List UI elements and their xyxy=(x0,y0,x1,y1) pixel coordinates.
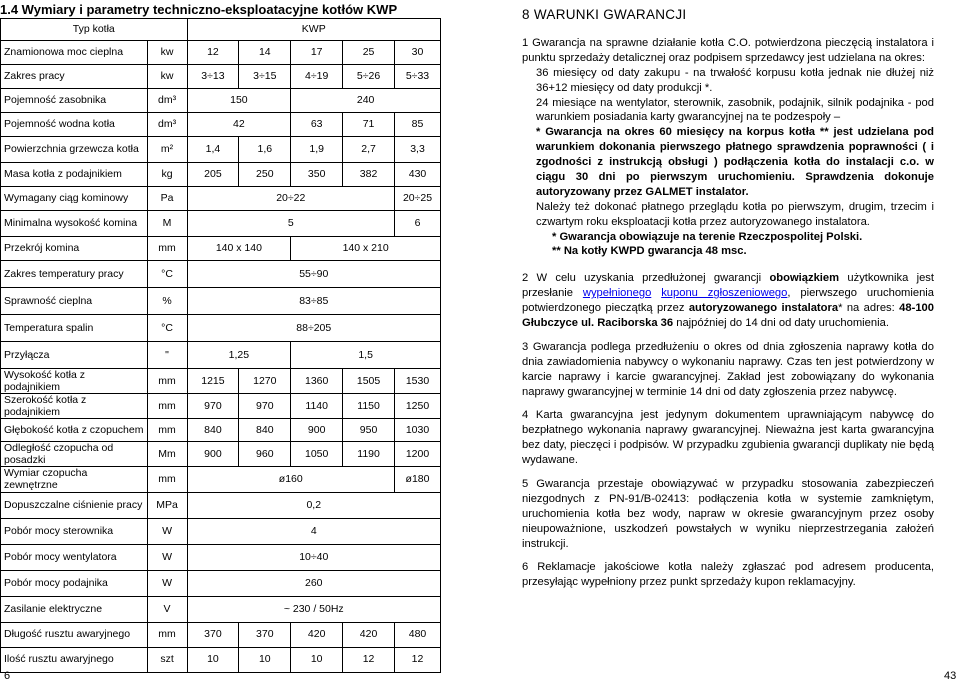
table-row xyxy=(1,570,441,596)
cell: 420 xyxy=(291,622,343,647)
row-label: Pobór mocy podajnika xyxy=(1,570,148,596)
row-unit: mm xyxy=(147,237,187,261)
cell: 12 xyxy=(343,647,395,672)
row-label: Przekrój komina xyxy=(1,237,148,261)
section-title: 1.4 Wymiary i parametry techniczno-eksploatacyjne kotłów KWP xyxy=(0,2,398,17)
warranty-p1-36: 36 miesięcy od daty zakupu - na trwałość korpusu kotła jednak nie dłużej niż 36+12 miesięcy od daty produkcji *. xyxy=(536,66,934,94)
table-row xyxy=(1,622,441,647)
row-unit: kw xyxy=(147,41,187,65)
cell: 150 xyxy=(187,89,291,113)
warranty-p1: 1 Gwarancja na sprawne działanie kotła C.O. potwierdzona pieczęcią instalatora i punktu sprzedaży detalicznej oraz podpisem sprzedawcy jest udzielana na okres: xyxy=(522,36,934,64)
warranty-section xyxy=(522,6,934,599)
cell: ~ 230 / 50Hz xyxy=(187,596,441,622)
row-label: Pojemność zasobnika xyxy=(1,89,148,113)
row-label: Minimalna wysokość komina xyxy=(1,211,148,237)
row-unit: W xyxy=(147,570,187,596)
cell: 430 xyxy=(395,163,441,187)
warranty-p5: 5 Gwarancja przestaje obowiązywać w przypadku stosowania zabezpieczeń niezgodnych z PN-91/B-02413: podłączenia kotła w systemie zamkniętym, uruchomienia kotła bez wody, napraw w okresie gwarancyjnym przez osoby nieupoważnione, uszkodzeń powstałych w wyniku nieprzestrzegania założeń instrukcji. xyxy=(522,478,934,550)
p2-address: 48-100 Głubczyce ul. Raciborska 36 xyxy=(522,302,934,329)
warranty-p2 xyxy=(522,271,934,331)
warranty-p4: 4 Karta gwarancyjna jest jedynym dokumentem uprawniającym nabywcę do bezpłatnego wykonania naprawy gwarancyjnej. Nieważna jest karta gwarancyjna bez daty, pieczęci i podpisów. W przypadku zgubienia gwarancji duplikaty nie będą wydawane. xyxy=(522,409,934,467)
row-label: Ilość rusztu awaryjnego xyxy=(1,647,148,672)
row-label: Pobór mocy sterownika xyxy=(1,518,148,544)
cell: 950 xyxy=(343,419,395,442)
row-label: Masa kotła z podajnikiem xyxy=(1,163,148,187)
cell: 1215 xyxy=(187,369,239,394)
table-row xyxy=(1,419,441,442)
cell: 840 xyxy=(187,419,239,442)
row-label: Zasilanie elektryczne xyxy=(1,596,148,622)
row-unit: V xyxy=(147,596,187,622)
row-label: Znamionowa moc cieplna xyxy=(1,41,148,65)
cell: 4 xyxy=(187,518,441,544)
row-unit: M xyxy=(147,211,187,237)
cell: 140 x 140 xyxy=(187,237,291,261)
cell: 6 xyxy=(395,211,441,237)
p2-text: * na adres: xyxy=(838,302,900,315)
row-label: Wymiar czopucha zewnętrzne xyxy=(1,467,148,492)
cell: 10 xyxy=(187,647,239,672)
cell: 12 xyxy=(395,647,441,672)
table-row xyxy=(1,467,441,492)
cell: 3÷15 xyxy=(239,65,291,89)
p2-text: , pierwszego uruchomienia potwierdzonego pieczątką przez xyxy=(522,287,935,315)
table-row xyxy=(1,315,441,342)
row-label: Pojemność wodna kotła xyxy=(1,113,148,137)
table-row xyxy=(1,163,441,187)
table-row xyxy=(1,369,441,394)
table-row xyxy=(1,113,441,137)
warranty-p3: 3 Gwarancja podlega przedłużeniu o okres od dnia zgłoszenia naprawy kotła do dnia zawiadomienia nabywcy o wykonaniu naprawy. Czas ten jest potwierdzony w karcie naprawy i karcie gwarancyjnej. Zakład jest zobowiązany do wykonania naprawy gwarancyjnej w terminie 14 dni od daty zgłoszenia przez nabywcę. xyxy=(522,340,934,398)
cell: 30 xyxy=(395,41,441,65)
row-label: Dopuszczalne ciśnienie pracy xyxy=(1,492,148,518)
row-label: Wymagany ciąg kominowy xyxy=(1,187,148,211)
row-unit: °C xyxy=(147,261,187,288)
cell: 85 xyxy=(395,113,441,137)
row-unit: kw xyxy=(147,65,187,89)
row-label: Typ kotła xyxy=(1,19,188,41)
cell: 370 xyxy=(239,622,291,647)
table-row xyxy=(1,544,441,570)
row-label: Głębokość kotła z czopuchem xyxy=(1,419,148,442)
p2-text: 2 W celu uzyskania przedłużonej gwarancji xyxy=(522,272,770,285)
table-row xyxy=(1,596,441,622)
cell: 1150 xyxy=(343,394,395,419)
cell: 10 xyxy=(291,647,343,672)
cell: 88÷205 xyxy=(187,315,441,342)
cell: ø160 xyxy=(187,467,395,492)
cell: 1505 xyxy=(343,369,395,394)
cell: 240 xyxy=(291,89,441,113)
cell: 970 xyxy=(239,394,291,419)
row-unit: dm³ xyxy=(147,89,187,113)
cell: 382 xyxy=(343,163,395,187)
p2-text: najpóźniej do 14 dni od daty uruchomienia. xyxy=(673,316,889,329)
table-row xyxy=(1,41,441,65)
table-row xyxy=(1,237,441,261)
cell: 140 x 210 xyxy=(291,237,441,261)
cell: 840 xyxy=(239,419,291,442)
cell: 17 xyxy=(291,41,343,65)
warranty-note2: ** Na kotły KWPD gwarancja 48 msc. xyxy=(552,245,747,258)
row-unit: mm xyxy=(147,369,187,394)
cell: 205 xyxy=(187,163,239,187)
cell: ø180 xyxy=(395,467,441,492)
row-label: Długość rusztu awaryjnego xyxy=(1,622,148,647)
row-label: Zakres pracy xyxy=(1,65,148,89)
cell: 1,5 xyxy=(291,342,441,369)
cell: 1,9 xyxy=(291,137,343,163)
row-unit: MPa xyxy=(147,492,187,518)
row-label: Przyłącza xyxy=(1,342,148,369)
cell: 1,6 xyxy=(239,137,291,163)
cell: 10 xyxy=(239,647,291,672)
cell: 3÷13 xyxy=(187,65,239,89)
table-row xyxy=(1,647,441,672)
table-row xyxy=(1,187,441,211)
row-unit: kg xyxy=(147,163,187,187)
row-label: Pobór mocy wentylatora xyxy=(1,544,148,570)
row-label: Odległość czopucha od posadzki xyxy=(1,442,148,467)
warranty-p1-pay: Należy też dokonać płatnego przeglądu kotła po pierwszym, drugim, trzecim i czwartym roku eksploatacji kotła przez autoryzowanego instalatora. xyxy=(536,200,934,228)
cell: 260 xyxy=(187,570,441,596)
table-row xyxy=(1,442,441,467)
cell: 4÷19 xyxy=(291,65,343,89)
row-label: Temperatura spalin xyxy=(1,315,148,342)
table-row xyxy=(1,261,441,288)
table-row xyxy=(1,19,441,41)
row-unit: mm xyxy=(147,622,187,647)
cell: 900 xyxy=(291,419,343,442)
cell: 5÷26 xyxy=(343,65,395,89)
cell: 1360 xyxy=(291,369,343,394)
row-unit: W xyxy=(147,518,187,544)
cell: 20÷25 xyxy=(395,187,441,211)
cell: 3,3 xyxy=(395,137,441,163)
cell: 5 xyxy=(187,211,395,237)
cell: 55÷90 xyxy=(187,261,441,288)
cell: 960 xyxy=(239,442,291,467)
cell: 63 xyxy=(291,113,343,137)
cell: 20÷22 xyxy=(187,187,395,211)
cell: 900 xyxy=(187,442,239,467)
row-unit: szt xyxy=(147,647,187,672)
coupon-link[interactable]: kuponu zgłoszeniowego xyxy=(661,287,788,300)
row-label: Zakres temperatury pracy xyxy=(1,261,148,288)
warranty-note1: * Gwarancja obowiązuje na terenie Rzeczpospolitej Polski. xyxy=(552,230,863,243)
cell: 350 xyxy=(291,163,343,187)
table-row xyxy=(1,137,441,163)
cell: 370 xyxy=(187,622,239,647)
cell: 25 xyxy=(343,41,395,65)
cell: 10÷40 xyxy=(187,544,441,570)
cell: 42 xyxy=(187,113,291,137)
row-unit: W xyxy=(147,544,187,570)
warranty-heading: 8 WARUNKI GWARANCJI xyxy=(522,7,687,22)
cell: 2,7 xyxy=(343,137,395,163)
spec-table xyxy=(0,18,441,673)
table-row xyxy=(1,394,441,419)
row-unit: mm xyxy=(147,419,187,442)
row-unit: % xyxy=(147,288,187,315)
cell: 1140 xyxy=(291,394,343,419)
cell: 1530 xyxy=(395,369,441,394)
row-label: Powierzchnia grzewcza kotła xyxy=(1,137,148,163)
table-row xyxy=(1,288,441,315)
row-unit: " xyxy=(147,342,187,369)
cell: 71 xyxy=(343,113,395,137)
cell: 0,2 xyxy=(187,492,441,518)
row-unit: Mm xyxy=(147,442,187,467)
cell: 1270 xyxy=(239,369,291,394)
row-label: Szerokość kotła z podajnikiem xyxy=(1,394,148,419)
warranty-p1-24: 24 miesiące na wentylator, sterownik, zasobnik, podajnik, silnik podajnika - pod warunkiem posiadania karty gwarancyjnej na te podzespoły – xyxy=(536,96,934,124)
row-unit: °C xyxy=(147,315,187,342)
row-label: Wysokość kotła z podajnikiem xyxy=(1,369,148,394)
cell: 250 xyxy=(239,163,291,187)
cell: 14 xyxy=(239,41,291,65)
p2-bold: autoryzowanego instalatora xyxy=(688,302,839,315)
table-row xyxy=(1,492,441,518)
p2-bold: obowiązkiem xyxy=(769,272,840,285)
page-number-left: 6 xyxy=(4,670,11,682)
cell: 1190 xyxy=(343,442,395,467)
table-row xyxy=(1,518,441,544)
coupon-link[interactable]: wypełnionego xyxy=(582,287,652,300)
row-unit: mm xyxy=(147,394,187,419)
cell: 1030 xyxy=(395,419,441,442)
model-name: KWP xyxy=(187,19,441,41)
table-row xyxy=(1,65,441,89)
cell: 12 xyxy=(187,41,239,65)
row-label: Sprawność cieplna xyxy=(1,288,148,315)
cell: 83÷85 xyxy=(187,288,441,315)
table-row xyxy=(1,342,441,369)
cell: 1050 xyxy=(291,442,343,467)
warranty-p1-60: * Gwarancja na okres 60 miesięcy na korpus kotła ** jest udzielana pod warunkiem dokonania pierwszego płatnego sprawdzenia poprawności ( i zgodności z instrukcją obsługi ) podłączenia kotła do instalacji c.o. w ciągu 30 dni po pierwszym uruchomieniu. Sprawdzenia dokonuje autoryzowany przez GALMET instalator. xyxy=(536,126,934,198)
cell: 5÷33 xyxy=(395,65,441,89)
cell: 1,25 xyxy=(187,342,291,369)
row-unit: mm xyxy=(147,467,187,492)
warranty-p6: 6 Reklamacje jakościowe kotła należy zgłaszać pod adresem producenta, przesyłając wypełniony przez punkt sprzedaży kupon reklamacyjny. xyxy=(522,561,934,589)
p2-text: użytkownika jest przesłanie xyxy=(522,272,935,300)
cell: 1250 xyxy=(395,394,441,419)
row-unit: dm³ xyxy=(147,113,187,137)
row-unit: Pa xyxy=(147,187,187,211)
cell: 420 xyxy=(343,622,395,647)
cell: 1200 xyxy=(395,442,441,467)
cell: 970 xyxy=(187,394,239,419)
row-unit: m² xyxy=(147,137,187,163)
page-number-right: 43 xyxy=(944,670,957,682)
cell: 480 xyxy=(395,622,441,647)
cell: 1,4 xyxy=(187,137,239,163)
table-row xyxy=(1,89,441,113)
table-row xyxy=(1,211,441,237)
